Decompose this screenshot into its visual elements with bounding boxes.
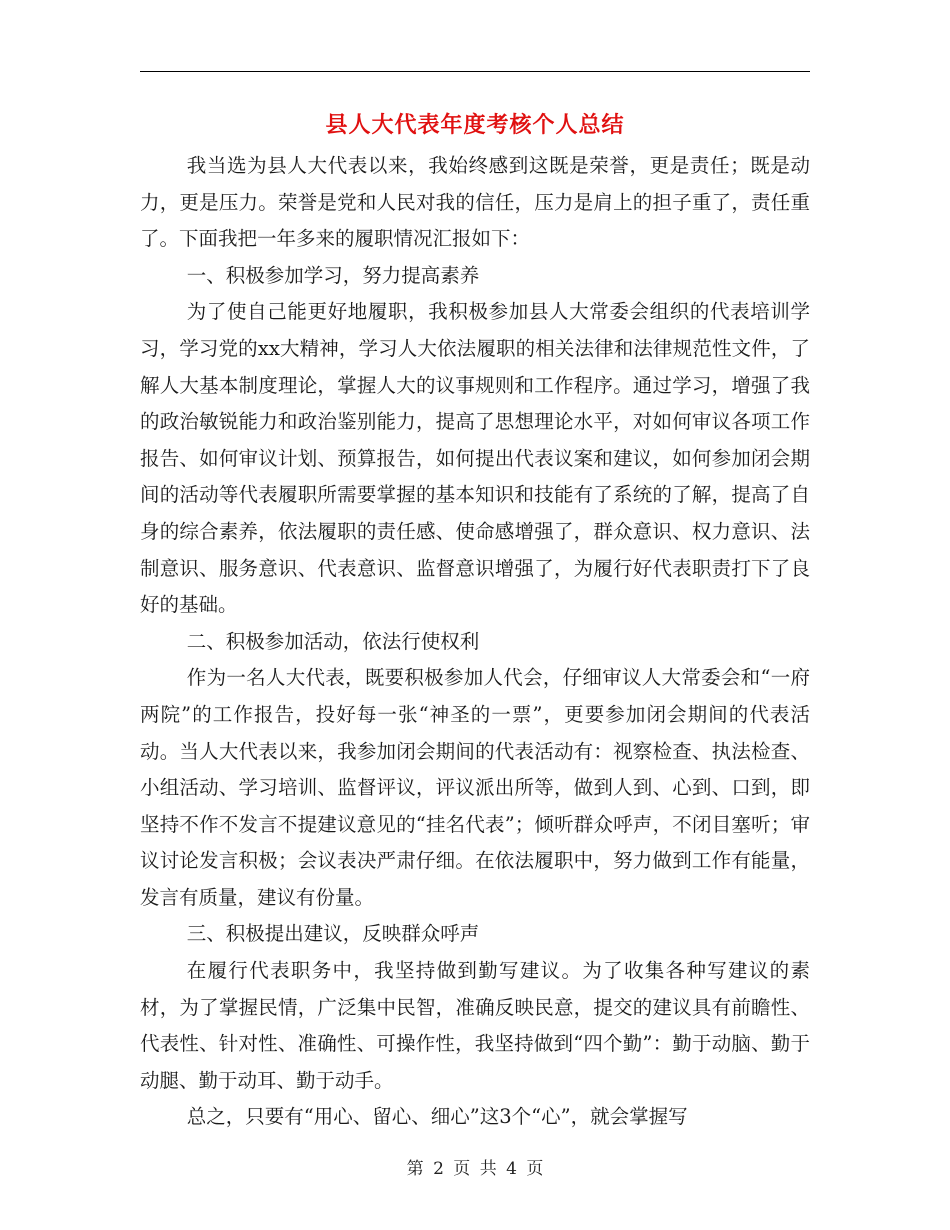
paragraph-activities: 作为一名人大代表，既要积极参加人代会，仔细审议人大常委会和“一府两院”的工作报告，投好每一张“神圣的一票”，更要参加闭会期间的代表活动。当人大代表以来，我参加闭会期间的代表活动有：视察检查、执法检查、小组活动、学习培训、监督评议，评议派出所等，做到人到、心到、口到，即坚持不作不发言不提建议意见的“挂名代表”；倾听群众呼声，不闭目塞听；审议讨论发言积极；会议表决严肃仔细。在依法履职中，努力做到工作有能量，发言有质量，建议有份量。 bbox=[140, 666, 810, 909]
section-heading-1: 一、积极参加学习，努力提高素养 bbox=[186, 263, 480, 287]
paragraph-summary: 总之，只要有“用心、留心、细心”这3个“心”，就会掌握写 bbox=[186, 1105, 688, 1129]
paragraph-study: 为了使自己能更好地履职，我积极参加县人大常委会组织的代表培训学习，学习党的xx大精神，学习人大依法履职的相关法律和法律规范性文件，了解人大基本制度理论，掌握人大的议事规则和工作程序。通过学习，增强了我的政治敏锐能力和政治鉴别能力，提高了思想理论水平，对如何审议各项工作报告、如何审议计划、预算报告，如何提出代表议案和建议，如何参加闭会期间的活动等代表履职所需要掌握的基本知识和技能有了系统的了解，提高了自身的综合素养，依法履职的责任感、使命感增强了，群众意识、权力意识、法制意识、服务意识、代表意识、监督意识增强了，为履行好代表职责打下了良好的基础。 bbox=[140, 300, 810, 617]
section-heading-3: 三、积极提出建议，反映群众呼声 bbox=[186, 922, 480, 946]
paragraph-suggestions: 在履行代表职务中，我坚持做到勤写建议。为了收集各种写建议的素材，为了掌握民情，广泛集中民智，准确反映民意，提交的建议具有前瞻性、代表性、针对性、准确性、可操作性，我坚持做到“四个勤”：勤于动脑、勤于动腿、勤于动耳、勤于动手。 bbox=[140, 959, 810, 1092]
document-title: 县人大代表年度考核个人总结 bbox=[325, 112, 625, 138]
paragraph-intro: 我当选为县人大代表以来，我始终感到这既是荣誉，更是责任；既是动力，更是压力。荣誉是党和人民对我的信任，压力是肩上的担子重了，责任重了。下面我把一年多来的履职情况汇报如下： bbox=[140, 154, 810, 251]
page-number-footer: 第 2 页 共 4 页 bbox=[406, 1159, 544, 1179]
section-heading-2: 二、积极参加活动，依法行使权利 bbox=[186, 629, 480, 653]
document-body bbox=[140, 148, 810, 1136]
header-rule bbox=[140, 71, 810, 72]
